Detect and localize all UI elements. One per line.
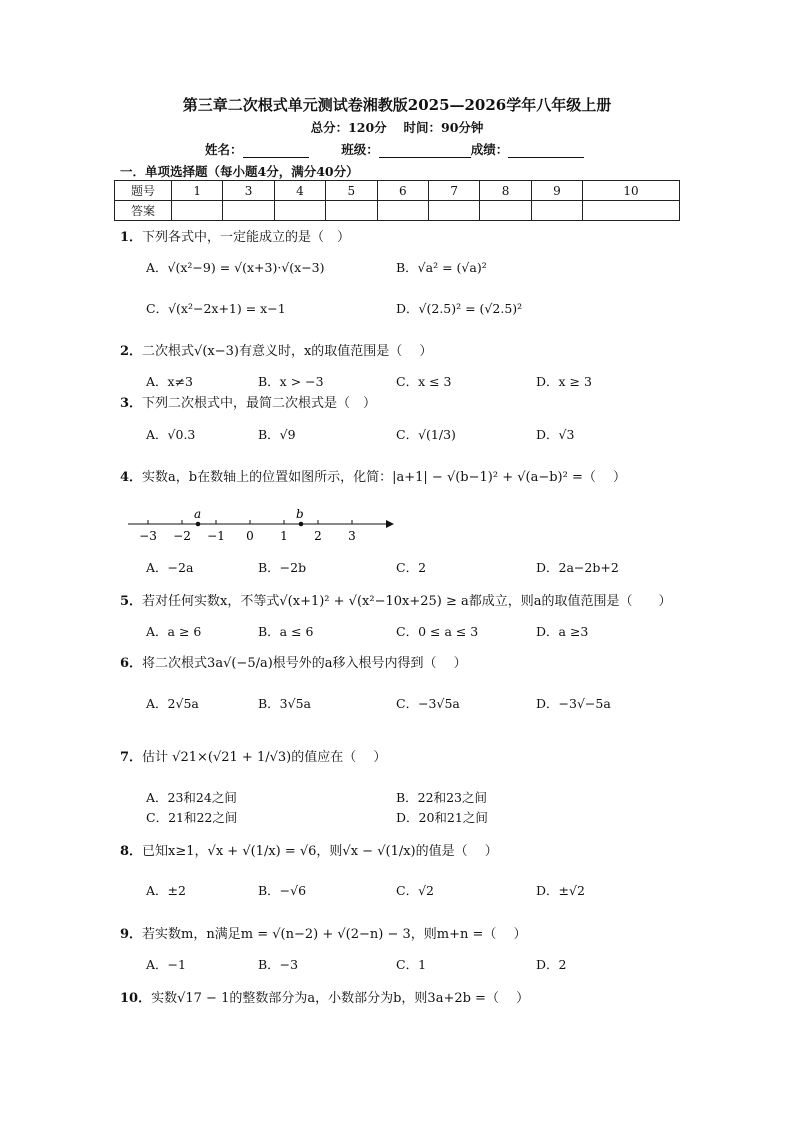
q8-option-a[interactable]: A．±2 — [146, 883, 186, 898]
section-heading: 一．单项选择题（每小题4分，满分40分） — [120, 164, 359, 179]
table-cell: 3 — [223, 181, 274, 201]
q1-option-d[interactable]: D．√(2.5)² = (√2.5)² — [396, 301, 523, 316]
q8-option-d[interactable]: D．±√2 — [536, 883, 585, 898]
q7-option-c[interactable]: C．21和22之间 — [146, 810, 238, 825]
q8-option-b[interactable]: B．−√6 — [258, 883, 307, 898]
score-blank[interactable] — [508, 144, 584, 158]
q6-option-b[interactable]: B．3√5a — [258, 696, 312, 711]
q3-option-d[interactable]: D．√3 — [536, 427, 575, 442]
class-label: 班级： — [341, 142, 379, 157]
answer-cell[interactable] — [377, 201, 428, 221]
q3-option-c[interactable]: C．√(1/3) — [396, 427, 456, 442]
question-3: 3．下列二次根式中，最简二次根式是（ ） — [120, 396, 377, 411]
axis-tick-label: 2 — [314, 529, 322, 543]
q3-option-a[interactable]: A．√0.3 — [146, 427, 196, 442]
q5-option-c[interactable]: C．0 ≤ a ≤ 3 — [396, 624, 479, 639]
q2-option-b[interactable]: B．x > −3 — [258, 374, 324, 389]
answer-table — [114, 180, 680, 221]
page-title: 第三章二次根式单元测试卷湘教版2025—2026学年八年级上册 — [182, 96, 612, 114]
q5-option-a[interactable]: A．a ≥ 6 — [146, 624, 202, 639]
question-6: 6．将二次根式3a√(−5/a)根号外的a移入根号内得到（ ） — [120, 656, 467, 671]
answer-cell[interactable] — [274, 201, 325, 221]
row-label: 答案 — [115, 201, 172, 221]
point-a — [196, 522, 201, 527]
answer-cell[interactable] — [172, 201, 223, 221]
q6-option-d[interactable]: D．−3√−5a — [536, 696, 611, 711]
class-blank[interactable] — [379, 144, 471, 158]
q2-option-d[interactable]: D．x ≥ 3 — [536, 374, 592, 389]
question-4: 4．实数a，b在数轴上的位置如图所示，化简：|a+1| − √(b−1)² + √(a−b)² =（ ） — [120, 470, 626, 485]
question-8: 8．已知x≥1，√x + √(1/x) = √6，则√x − √(1/x)的值是（ ） — [120, 844, 498, 859]
table-cell: 8 — [480, 181, 531, 201]
q6-option-c[interactable]: C．−3√5a — [396, 696, 460, 711]
q2-option-a[interactable]: A．x≠3 — [146, 374, 194, 389]
point-a-label: a — [194, 507, 202, 521]
q4-option-b[interactable]: B．−2b — [258, 560, 307, 575]
answer-cell[interactable] — [531, 201, 582, 221]
score-label: 成绩： — [470, 142, 509, 157]
axis-tick-label: −3 — [139, 529, 157, 543]
answer-cell[interactable] — [326, 201, 377, 221]
exam-meta: 总分：120分 时间：90分钟 — [310, 120, 484, 135]
answer-row — [115, 201, 680, 221]
row-label: 题号 — [115, 181, 172, 201]
table-cell: 7 — [428, 181, 479, 201]
q9-option-c[interactable]: C．1 — [396, 957, 427, 972]
q1-option-c[interactable]: C．√(x²−2x+1) = x−1 — [146, 301, 286, 316]
number-line — [124, 500, 394, 548]
table-cell: 10 — [583, 181, 680, 201]
q4-option-a[interactable]: A．−2a — [146, 560, 194, 575]
table-cell: 4 — [274, 181, 325, 201]
q5-option-d[interactable]: D．a ≥3 — [536, 624, 589, 639]
q9-option-d[interactable]: D．2 — [536, 957, 567, 972]
q5-option-b[interactable]: B．a ≤ 6 — [258, 624, 314, 639]
q4-option-d[interactable]: D．2a−2b+2 — [536, 560, 619, 575]
axis-tick-label: 0 — [246, 529, 254, 543]
table-cell: 1 — [172, 181, 223, 201]
student-info-row — [205, 140, 584, 158]
q9-option-b[interactable]: B．−3 — [258, 957, 299, 972]
q2-option-c[interactable]: C．x ≤ 3 — [396, 374, 452, 389]
q6-option-a[interactable]: A．2√5a — [146, 696, 199, 711]
question-9: 9．若实数m，n满足m = √(n−2) + √(2−n) − 3，则m+n =（ ） — [120, 927, 527, 942]
answer-cell[interactable] — [428, 201, 479, 221]
answer-cell[interactable] — [583, 201, 680, 221]
axis-tick-label: −1 — [207, 529, 225, 543]
table-cell: 9 — [531, 181, 582, 201]
answer-cell[interactable] — [223, 201, 274, 221]
axis-tick-label: 3 — [348, 529, 356, 543]
q7-option-a[interactable]: A．23和24之间 — [146, 790, 237, 805]
q7-option-d[interactable]: D．20和21之间 — [396, 810, 488, 825]
name-label: 姓名： — [205, 142, 243, 157]
question-10: 10．实数√17 − 1的整数部分为a，小数部分为b，则3a+2b =（ ） — [120, 991, 530, 1006]
axis-arrow — [386, 520, 394, 528]
q4-option-c[interactable]: C．2 — [396, 560, 427, 575]
table-cell: 6 — [377, 181, 428, 201]
q7-option-b[interactable]: B．22和23之间 — [396, 790, 487, 805]
point-b-label: b — [296, 507, 304, 521]
axis-tick-label: −2 — [173, 529, 191, 543]
q9-option-a[interactable]: A．−1 — [146, 957, 186, 972]
point-b — [299, 522, 304, 527]
table-cell: 5 — [326, 181, 377, 201]
question-number-row — [115, 181, 680, 201]
question-2: 2．二次根式√(x−3)有意义时，x的取值范围是（ ） — [120, 344, 433, 359]
q3-option-b[interactable]: B．√9 — [258, 427, 296, 442]
question-1: 1．下列各式中，一定能成立的是（ ） — [120, 230, 351, 245]
axis-tick-label: 1 — [280, 529, 288, 543]
answer-cell[interactable] — [480, 201, 531, 221]
q8-option-c[interactable]: C．√2 — [396, 883, 434, 898]
question-7: 7．估计 √21×(√21 + 1/√3)的值应在（ ） — [120, 750, 387, 765]
question-5: 5．若对任何实数x，不等式√(x+1)² + √(x²−10x+25) ≥ a都成立，则a的取值范围是（ ） — [120, 594, 672, 609]
q1-option-a[interactable]: A．√(x²−9) = √(x+3)·√(x−3) — [146, 260, 325, 275]
q1-option-b[interactable]: B．√a² = (√a)² — [396, 260, 487, 275]
name-blank[interactable] — [243, 144, 309, 158]
